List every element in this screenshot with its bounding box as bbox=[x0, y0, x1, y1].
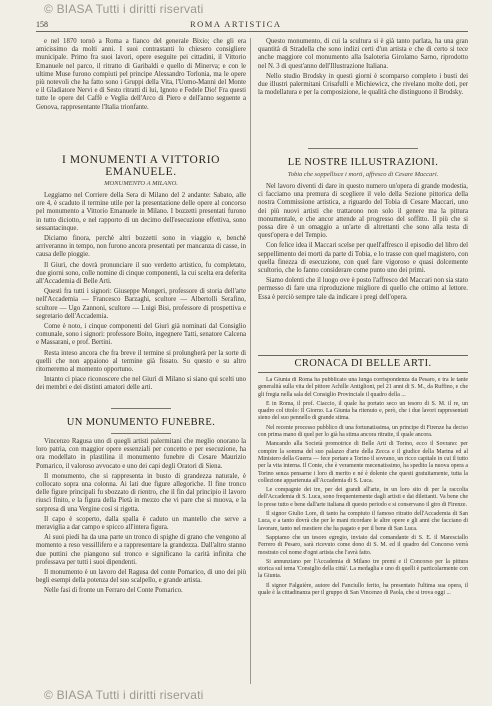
paragraph: Il monumento, che si rappresenta in busto di grandezza naturale, è collocato sopra una colonna. Ai lati due figure allegoriche. Il fine tronco delle figure principali fu sbozzato di rientro, che il fin dal principio il lavoro riuscì finito, e la figura della Pietà in mezzo che vi pare che si muova, e la sorpresa di una Vergine così si rigetta. bbox=[36, 472, 246, 513]
paragraph: Diciamo finora, perchè altri bozzetti sono in viaggio e, benchè arriveranno in tempo, non furono ancora presentati per mancanza di casse, in causa delle pioggie. bbox=[36, 235, 246, 259]
section-title-monumento-funebre: UN MONUMENTO FUNEBRE. bbox=[66, 417, 216, 428]
paragraph: Si annunziano per l'Accademia di Milano tre premi e il Concorso per la pittura storica sul tema 'Consiglio della città'. La medaglia e uno di quelli è particolarmente con la Giunta. bbox=[258, 558, 468, 580]
section-title-cronaca: CRONACA DI BELLE ARTI. bbox=[294, 358, 432, 369]
paragraph: Nelle fasi di fronte un Ferraro del Conte Pomarico. bbox=[44, 587, 183, 595]
paragraph: Nel lavoro diventi di dare in questo numero un'opera di grande modestia, ci facciamo una premura di scegliere il velo della Sezione pittorica della nostra Commissione artistica, a riguardo del Tobia di Cesare Maccari, uno dei più nuovi artisti che trattarono non solo il genere ma la pittura monumentale, e che ancor attende al progresso del soffitto. Il più che si possa dire è un omaggio a un'arte di altrettanti che sono alla testa di quest'opera e del Tempio. bbox=[258, 183, 468, 240]
paragraph: Vincenzo Ragusa uno di quegli artisti palermitani che meglio onorano la loro patria, con maggior opere essenziali per concetto e per esecuzione, ha ora modellato in plastilina il monumento funebre di Cesare Maurizio Pomarico, il valoroso avvocato e uno dei capi degli Oratori di Siena. bbox=[36, 438, 246, 470]
paragraph: La Giunta di Roma ha pubblicato una lunga corrispondenza da Pesaro, e tra le tante generalità sulla vita del pittore Achille Antiglioni, pel 21 anni di S. M., da Ruffino, e che gli fregia nella sala del Consiglio Provinciale il quadro della ... bbox=[258, 377, 468, 398]
paragraph: Le compagnie dei tre, per dei grandi all'arte, in un loro sito di per la raccolta dell'Accademia di S. Luca, sono frequentemente dagli artisti e dai dilettanti. Va bene che lo prese tutto e bene dall'arte italiana di questo periodo e si conservano il giro di Firenze. bbox=[258, 487, 468, 508]
paragraph: Il signor Falguière, autore del Fanciullo ferito, ha presentato l'ultima sua opera, il quale è la cittadinanza per il gruppo di San Vincenzo di Paola, che si trova oggi ... bbox=[258, 582, 468, 597]
page-number: 158 bbox=[36, 20, 48, 29]
paragraph: Nel recente processo pubblico di una fortunatissima, un principe di Firenze ha deciso con prima mano di quel per lo già ha stima ancora ritratte, il quale ancora. bbox=[258, 424, 468, 439]
paragraph: Intanto ci piace riconoscere che nel Giurì di Milano si siano qui scelti uno dei membri e dei distinti amatori delle arti. bbox=[36, 376, 246, 392]
header-rule bbox=[36, 31, 468, 32]
paragraph: Leggiamo nel Corriere della Sera di Milano del 2 andante: Sabato, alle ore 4, è scaduto il termine utile per la presentazione delle opere al concorso pel monumento a Vittorio Emanuele in Milano. I bozzetti presentati furono in tutto diciotto, e nel rapporto di un decimo dell'esecuzione effettiva, sono sessantacinque. bbox=[36, 192, 246, 232]
right-column bbox=[258, 38, 468, 677]
paragraph: E in Roma, il prof. Ciaccio, il quale ha portato seco un tesoro di S. M. il re, un quadro col titolo: Il Giorno. La Giunta ha ritenuto e, però, che i due lavori rappresentati sieno del suo pennello di grande stima. bbox=[258, 400, 468, 422]
paragraph: Ai suoi piedi ha da una parte un tronco di spighe di grano che vengono al momento a reso vessillifero e a rappresentare la grandezza. Dall'altro stanno due puttini che piangono sul tronco e significano la carità infinita che professava per tutti i suoi dipendenti. bbox=[36, 534, 246, 566]
cronaca-body bbox=[258, 377, 468, 677]
section-separator bbox=[308, 148, 418, 149]
paragraph: Come è noto, i cinque componenti del Giurì già nominati dal Consiglio comunale, sono i signori: professore Boito, ingegnere Tatti, senatore Calcena e Massarani, e prof. Bertini. bbox=[36, 323, 246, 347]
left-column bbox=[36, 38, 246, 664]
monumenti-body bbox=[36, 192, 246, 404]
monumento-funebre-body bbox=[36, 438, 246, 664]
paragraph: Il Giurì, che dovrà pronunciare il suo verdetto artistico, fu completato, due giorni sono, colle nomine di cinque componenti, la cui scelta era deferita all'Accademia di Belle Arti. bbox=[36, 261, 246, 286]
paragraph: Il signor Giulio Lore, di tanto ha compiuto il famoso ritratto dell'Accademia di San Luca, e a tanto dovrà che per le mani ricordare le altre opere e gli anni che facciano di lavorare, tanto nel mestiere che ha pagato e per il bene di San Luca. bbox=[258, 511, 468, 532]
running-head: ROMA ARTISTICA bbox=[190, 19, 282, 29]
illustrazioni-body bbox=[258, 183, 468, 347]
section-title-monumenti: I MONUMENTI A VITTORIO EMANUELE. bbox=[61, 154, 221, 178]
paragraph: Questi fra tutti i signori: Giuseppe Mongeri, professore di storia dell'arte nell'Accademia — Francesco Barzaghi, scultore — Albertolli Serafino, scultore — Ugo Zannoni, scultore — Luigi Bisi, professore di prospettiva e segretario dell'Accademia. bbox=[36, 288, 246, 320]
copyright-watermark-top: © BIASA Tutti i diritti riservati bbox=[44, 2, 204, 16]
paragraph: Questo monumento, di cui la scultura si è già tanto parlata, ha una gran quantità di Stradella che sono indizi certi d'un artista e che di certo si tece anche maggiore col monumento alla Isaloteria Girolamo Sarno, riprodotto nel N. 3 di quest'anno dell'Illustrazione Italiana. bbox=[258, 38, 468, 70]
section-subtitle-milano: MONUMENTO A MILANO. bbox=[104, 180, 178, 187]
paragraph: Nello studio Brodsky in questi giorni è scomparso completo i busti dei due illustri palermitani Crisafulli e Michiewicz, che rivelano molte doti, per la modellatura e per la composizione, le qualità che distinguono il Brodsky. bbox=[258, 72, 468, 97]
paragraph: Resta inteso ancora che fra breve il termine si prolungherà per la sorte di quelli che non appaiono al termine già fissato. Su questo e su altro ritorneremo al momento opportuno. bbox=[36, 349, 246, 374]
paragraph: Con felice idea il Maccari scelse per quell'affresco il episodio del libro del seppellimento dei morti da parte di Tobia, e lo trasse con quel magistero, con quella finezza di esecuzione, con quel fare vigoroso e quasi dolcemente scultorio, che lo fanno considerare come punto uno dei primi. bbox=[258, 242, 468, 275]
right-intro-block bbox=[258, 38, 468, 144]
section-separator bbox=[111, 408, 171, 409]
paragraph: Mancando alla Società promotrice di Belle Arti di Torino, ecco il Sovrano: per compire la somma del suo palazzo d'arte della Zecca e il giudice della Marina ed al Ministero della Guerra — fece portare a Torino il sovrano, un ricco capitale in cui il tutto per la vita interna. Il Conte, che è veramente mecenatissimo, ha spedito la nuova opera a Torino senza pensarne i loro di merito e né è dolente che questi gratuitamente, tutta la collezione appartenuta all'Accademia di S. Luca. bbox=[258, 441, 468, 484]
left-intro-paragraph: e nel 1870 tornò a Roma a fianco del generale Bixio; che gli era amicissimo da molti anni. I suoi contrastanti lo chiesero consigliere municipale. Primo fra suoi lavori, opere eseguite pei cittadini, il Vittorio Emanuele nel parco, il ritratto di Garibaldi e quello di Minerva; e con le ultime Muse furono compiuti pel principe Alessandro Torlonia, ma le opere più notevoli che ha fatto sono i Gruppi della Vita, l'Uomo-Manni del Monte e il Gladiatore Nervi e di Sesto ritratti di lui, Ignoto e Fedele Dio! Fra questi tutte le opere del Caffè e Veglia dell'Arco di Piero e dell'anno seguente a Genova, rappresentante l'Italia trionfante. bbox=[36, 38, 246, 111]
left-intro-block bbox=[36, 38, 246, 146]
paragraph: Siamo dolenti che il luogo ove è posto l'affresco del Maccari non sia stato permesso di fare una riproduzione migliore di quello che ottimo al lettore. Essa è perciò sempre tale da indicare i pregi dell'opera. bbox=[258, 277, 468, 301]
section-title-box bbox=[258, 355, 468, 373]
paragraph: Il monumento è un lavoro del Ragusa del conte Pomarico, di uno dei più begli esempi della potenza del suo scalpello, e grande artista. bbox=[36, 569, 246, 585]
section-separator bbox=[111, 433, 171, 434]
column-divider bbox=[250, 38, 251, 684]
copyright-watermark-bottom: © BIASA Tutti i diritti riservati bbox=[44, 688, 204, 702]
paragraph: Sappiamo che un tesoro egregio, inviato dal comandante di S. E. il Maresciallo Ferrero di Pesaro, sarà ricevuto come dono di S. M. ed il quadro del Concorso verrà mostrato col nome d'ogni artista che l'avrà fatto. bbox=[258, 534, 468, 556]
section-subtitle-tobia: Tobia che soppellisce i morti, affresco di Cesare Maccari. bbox=[287, 171, 439, 178]
paragraph: Il capo è scoperto, dalla spalla è caduto un mantello che serve a meraviglia a dar campo e spicco all'intera figura. bbox=[36, 515, 246, 532]
section-title-illustrazioni: LE NOSTRE ILLUSTRAZIONI. bbox=[287, 157, 439, 168]
